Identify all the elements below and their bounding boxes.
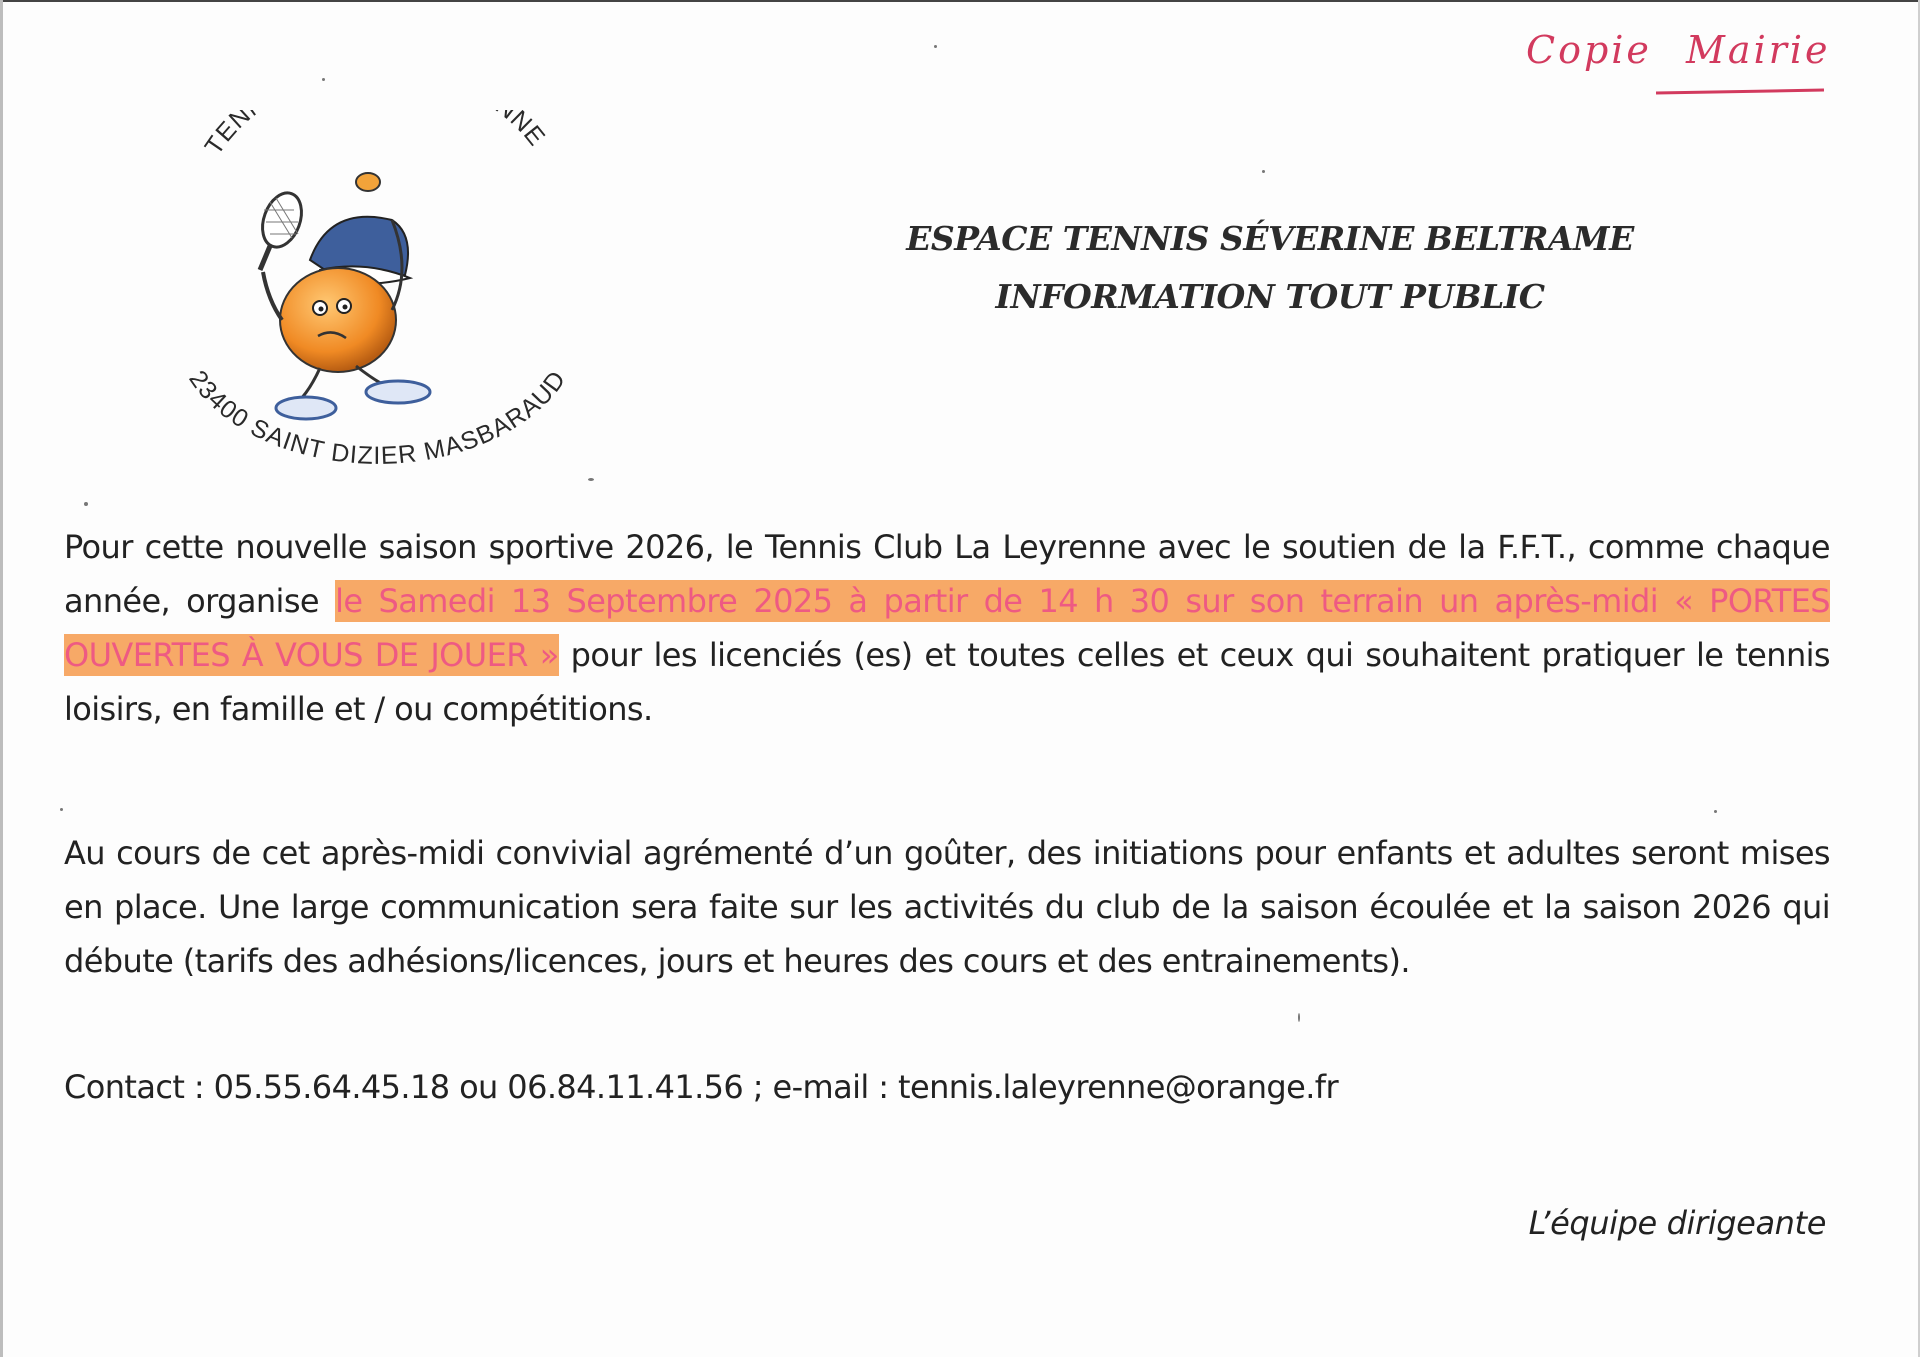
scan-edge-left xyxy=(0,0,3,1357)
club-logo xyxy=(160,110,620,490)
handwritten-underline xyxy=(1656,89,1824,95)
highlighted-event-date: le Samedi 13 Septembre 2025 à partir de 14 h 30 sur son terrain un après-midi « PORTES OUVERTES À VOUS DE JOUER » xyxy=(64,582,1831,674)
scan-speck xyxy=(60,808,63,811)
contact-line: Contact : 05.55.64.45.18 ou 06.84.11.41.56 ; e-mail : tennis.laleyrenne@orange.fr xyxy=(64,1068,1338,1106)
logo-top-text: TEN NE xyxy=(199,110,551,160)
paragraph1-after: pour les licenciés (es) et toutes celles et ceux qui souhaitent pratiquer le tennis loisirs, en famille et / ou compétitions. xyxy=(64,636,1830,728)
scan-speck xyxy=(1262,170,1265,173)
racket-icon xyxy=(256,188,309,270)
scan-speck xyxy=(934,45,937,48)
paragraph-activities: Au cours de cet après-midi convivial agrémenté d’un goûter, des initiations pour enfants et adultes seront mises en place. Une large communication sera faite sur les activités du club de la saison écoulée et la saison 2026 qui débute (tarifs des adhésions/licences, jours et heures des cours et des entrainements). xyxy=(64,834,1830,980)
scan-speck xyxy=(84,502,88,506)
paragraph1-before: Pour cette nouvelle saison sportive 2026, le Tennis Club La Leyrenne avec le soutien de la F.F.T., comme chaque année, organise xyxy=(64,528,1830,620)
paragraph-announcement xyxy=(64,520,1830,736)
signature: L’équipe dirigeante xyxy=(1528,1204,1826,1242)
handwritten-word-mairie: Mairie xyxy=(1686,28,1831,72)
scan-speck xyxy=(1298,1013,1300,1022)
scan-speck xyxy=(1714,810,1717,813)
handwritten-word-copie: Copie xyxy=(1526,28,1652,72)
handwritten-note xyxy=(1518,28,1831,108)
scan-speck xyxy=(322,78,325,81)
header-subtitle: INFORMATION TOUT PUBLIC xyxy=(995,277,1545,316)
header-title: ESPACE TENNIS SÉVERINE BELTRAME xyxy=(906,219,1634,258)
logo-bottom-text: 23400 SAINT DIZIER MASBARAUD xyxy=(183,365,572,470)
scan-edge-top xyxy=(0,0,1920,2)
document-header xyxy=(860,210,1680,326)
tennis-club-logo-graphic xyxy=(160,110,620,490)
